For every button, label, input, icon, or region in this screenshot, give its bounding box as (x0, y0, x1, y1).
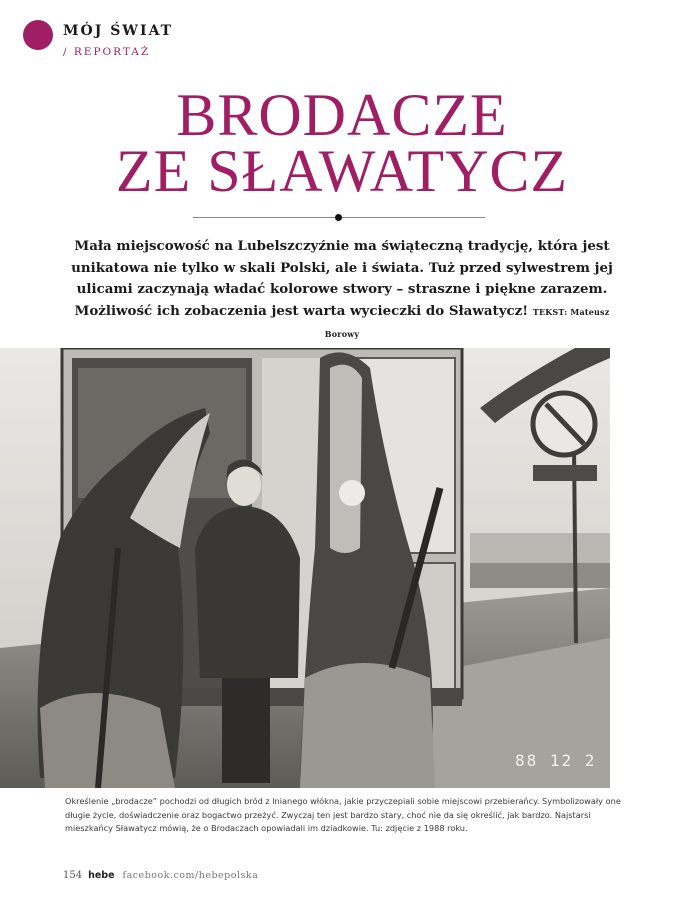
subsection-label: / REPORTAŻ (63, 46, 151, 58)
facebook-link[interactable]: facebook.com/hebepolska (122, 870, 259, 881)
article-photo (0, 348, 610, 788)
photo-illustration (0, 348, 610, 788)
article-title-line-1: BRODACZE (176, 82, 508, 148)
photo-date-stamp: 88 12 2 (515, 751, 597, 770)
divider-dot (335, 214, 342, 221)
brand-name: hebe (88, 870, 115, 881)
article-title-line-2: ZE SŁAWATYCZ (115, 138, 569, 204)
section-label: MÓJ ŚWIAT (63, 23, 174, 39)
byline: TEKST: Mateusz Borowy (324, 306, 610, 339)
section-marker-dot (23, 20, 53, 50)
lead-text: Mała miejscowość na Lubelszczyźnie ma świąteczną tradycję, która jest unikatowa nie tylko w skali Polski, ale i świata. Tuż przed sylwestrem jej ulicami zaczynają władać kolorowe stwory – straszne i piękne zarazem. Możliwość ich zobaczenia jest warta wycieczki do Sławatycz! (71, 238, 613, 319)
page-number: 154 (63, 870, 83, 881)
photo-caption: Określenie „brodacze” pochodzi od długich bród z lnianego włókna, jakie przyczepiali sobie miejscowi przebierańcy. Symbolizowały one długie życie, doświadczenie oraz bogactwo przeżyć. Zwyczaj ten jest bardzo stary, choć nie da się określić, jak bardzo. Najstarsi mieszkańcy Sławatycz mówią, że o Brodaczach opowiadali im dziadkowie. Tu: zdjęcie z 1988 roku. (65, 796, 621, 834)
lead-paragraph (56, 236, 628, 346)
page-footer (63, 870, 258, 881)
